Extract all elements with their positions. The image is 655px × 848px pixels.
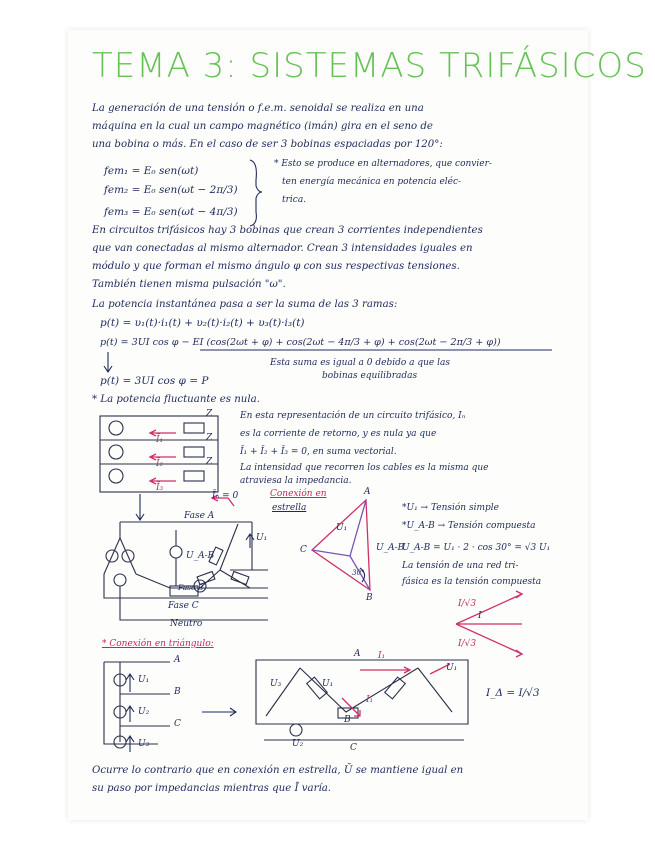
power-note-2: bobinas equilibradas: [322, 371, 418, 381]
triangle-angle: 30°: [352, 569, 365, 577]
intro-line-2: máquina en la cual un campo magnético (imán) gira en el seno de: [92, 121, 433, 132]
triangle-uab: U_A-B: [376, 543, 405, 553]
delta-current-formula: I_Δ = I/√3: [486, 687, 540, 699]
return-text-5: atraviesa la impedancia.: [240, 476, 352, 486]
delta-load-ia: I₁: [366, 695, 374, 705]
circuits-line-4: También tienen misma pulsación "ω".: [92, 279, 286, 290]
star-heading-2: estrella: [272, 503, 307, 513]
page-title: TEMA 3: SISTEMAS TRIFÁSICOS: [92, 46, 647, 86]
fem-note-2: ten energía mecánica en potencia eléc-: [282, 177, 462, 187]
intro-line-3: una bobina o más. En el caso de ser 3 bobinas espaciadas por 120°:: [92, 139, 443, 150]
delta-src-c: C: [174, 719, 181, 729]
return-text-3: Ī₁ + Ī₂ + Ī₃ = 0, en suma vectorial.: [240, 447, 397, 457]
z-label-1: Z: [206, 409, 213, 419]
triangle-a: A: [364, 487, 371, 497]
down-arrow: [104, 352, 112, 372]
power-equation-1: p(t) = υ₁(t)·i₁(t) + υ₂(t)·i₂(t) + υ₃(t)·i₃(t): [100, 317, 305, 329]
neutral-current-label: Īₙ = 0: [212, 491, 239, 501]
fase-b-label: Fase B: [178, 583, 204, 592]
fem-equation-3: fem₃ = E₀ sen(ωt − 4π/3): [104, 206, 238, 218]
delta-source-circuit: [104, 662, 170, 752]
circuits-line-1: En circuitos trifásicos hay 3 bobinas que crean 3 corrientes independientes: [92, 225, 483, 236]
delta-load-i1: I₁: [378, 651, 386, 661]
return-text-1: En esta representación de un circuito trifásico, Iₙ: [240, 411, 466, 421]
conclusion-2: su paso por impedancias mientras que Ī varía.: [92, 783, 332, 794]
fem-bracket: [250, 160, 262, 226]
delta-load-a: A: [354, 649, 361, 659]
delta-load-u2: U₂: [292, 739, 304, 749]
triangle-c: C: [300, 545, 307, 555]
i2-label: Ī₂: [156, 459, 164, 469]
fem-equation-1: fem₁ = E₀ sen(ωt): [104, 165, 199, 177]
circuits-line-2: que van conectadas al mismo alternador. Crean 3 intensidades iguales en: [92, 243, 473, 254]
vector-i-sqrt-bottom: I/√3: [458, 639, 477, 649]
z-label-3: Z: [206, 457, 213, 467]
i3-label: Ī₃: [156, 483, 164, 493]
delta-heading: * Conexión en triángulo:: [102, 639, 214, 649]
star-note-2: *U_A-B → Tensión compuesta: [402, 521, 536, 531]
star-note-4: La tensión de una red tri-: [402, 561, 519, 571]
delta-arrow: [202, 708, 236, 716]
delta-load-u1: U₁: [322, 679, 334, 689]
return-text-4: La intensidad que recorren los cables es la misma que: [240, 463, 489, 473]
delta-load-u3: U₃: [270, 679, 282, 689]
intro-line-1: La generación de una tensión o f.e.m. senoidal se realiza en una: [92, 103, 424, 114]
power-note-1: Esta suma es igual a 0 debido a que las: [270, 358, 450, 368]
fluctuating-power-note: * La potencia fluctuante es nula.: [92, 394, 260, 405]
fem-equation-2: fem₂ = E₀ sen(ωt − 2π/3): [104, 184, 238, 196]
delta-load-b: B: [344, 715, 351, 725]
arrow-to-star: [136, 494, 144, 520]
fem-note-3: trica.: [282, 195, 307, 205]
triangle-b: B: [366, 593, 373, 603]
delta-src-a: A: [174, 655, 181, 665]
triangle-u1: U₁: [336, 523, 348, 533]
delta-load-ua: U₁: [446, 663, 458, 673]
delta-src-u2: U₂: [138, 707, 150, 717]
delta-src-u3: U₃: [138, 739, 150, 749]
power-equation-2: p(t) = 3UI cos φ − EI (cos(2ωt + φ) + cos(2ωt − 4π/3 + φ) + cos(2ωt − 2π/3 + φ)): [100, 337, 501, 348]
i1-label: Ī₁: [156, 435, 164, 445]
uab-label: U_A-B: [186, 551, 215, 561]
conclusion-1: Ocurre lo contrario que en conexión en estrella, Ū se mantiene igual en: [92, 765, 464, 776]
fase-a-label: Fase A: [184, 511, 215, 521]
neutro-label: Neutro: [170, 619, 203, 629]
z-label-2: Z: [206, 433, 213, 443]
delta-load-c: C: [350, 743, 357, 753]
power-intro: La potencia instantánea pasa a ser la suma de las 3 ramas:: [92, 299, 398, 310]
delta-load-circuit: [256, 660, 468, 740]
power-equation-3: p(t) = 3UI cos φ = P: [100, 375, 209, 387]
fase-c-label: Fase C: [168, 601, 199, 611]
star-note-3: U_A-B = U₁ · 2 · cos 30° = √3 U₁: [402, 543, 551, 553]
three-source-circuit: [100, 416, 218, 492]
u1-label: U₁: [256, 533, 268, 543]
circuits-line-3: módulo y que forman el mismo ángulo φ con sus respectivas tensiones.: [92, 261, 460, 272]
star-note-1: *U₁ → Tensión simple: [402, 503, 499, 513]
vector-i-sqrt-top: I/√3: [458, 599, 477, 609]
return-text-2: es la corriente de retorno, y es nula ya que: [240, 429, 437, 439]
delta-src-u1: U₁: [138, 675, 150, 685]
delta-src-b: B: [174, 687, 181, 697]
fem-note-1: * Esto se produce en alternadores, que convier-: [274, 159, 492, 169]
star-note-5: fásica es la tensión compuesta: [402, 577, 542, 587]
vector-i: I: [478, 611, 482, 621]
star-heading-1: Conexión en: [270, 489, 327, 499]
